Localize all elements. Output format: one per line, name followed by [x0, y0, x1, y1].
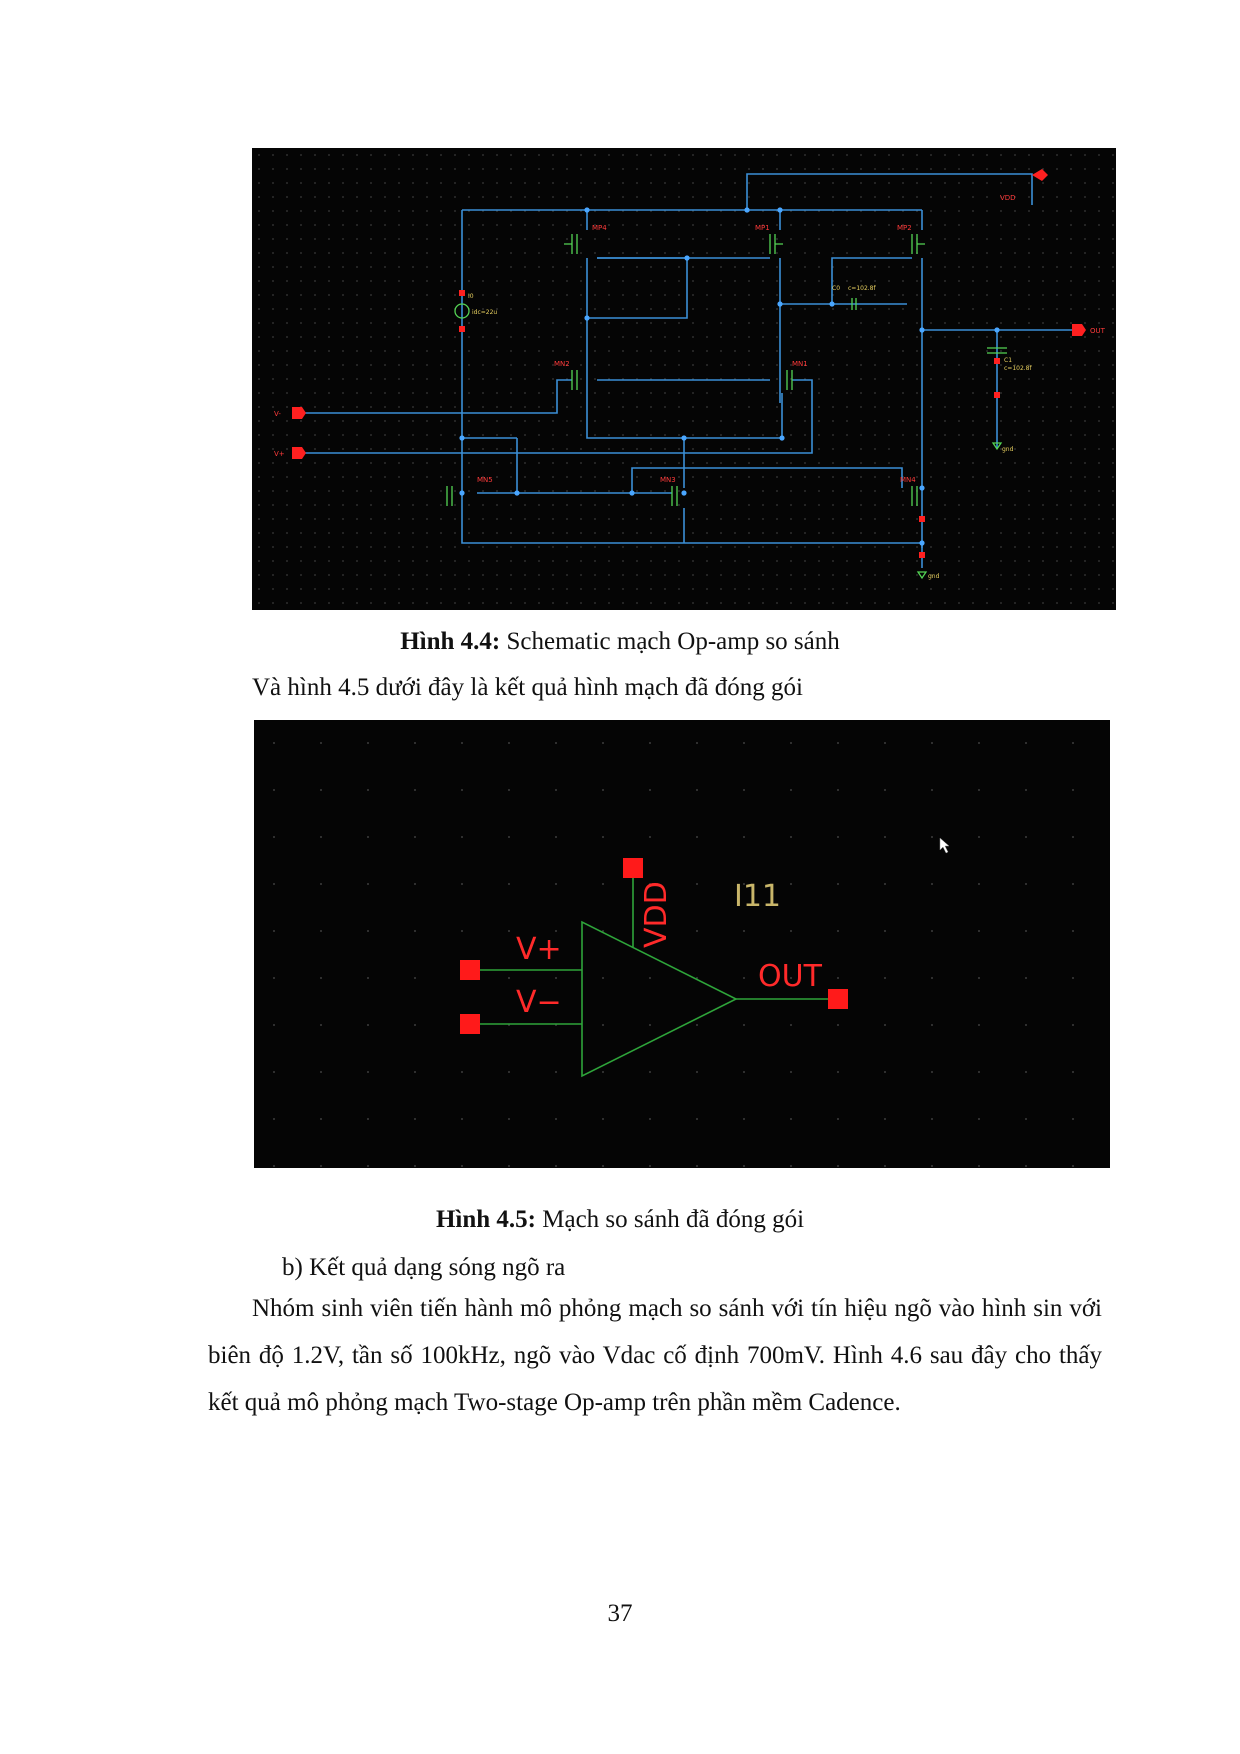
subheading: b) Kết quả dạng sóng ngõ ra: [282, 1254, 566, 1281]
mn1-label: MN1: [792, 360, 808, 368]
vplus-label: V+: [516, 932, 562, 967]
vdd-pin[interactable]: [623, 858, 643, 878]
source-name-label: I0: [468, 293, 474, 300]
figure-4-5-caption: [0, 1205, 1240, 1235]
comp-cap-value-label: c=102.8f: [848, 285, 876, 292]
caption-2-text: Mạch so sánh đã đóng gói: [536, 1206, 805, 1233]
caption-2-prefix: Hình 4.5:: [435, 1206, 536, 1233]
load-cap-name-label: C1: [1004, 357, 1013, 364]
caption-1-prefix: Hình 4.4:: [400, 628, 501, 655]
vdd-pin-label: VDD: [1000, 194, 1016, 202]
page-number: 37: [607, 1600, 633, 1627]
vdd-label: VDD: [639, 881, 674, 948]
instance-label: I11: [734, 879, 782, 914]
mn3-label: MN3: [660, 476, 676, 484]
figure-4-4-caption: [0, 627, 1240, 657]
symbol-figure: [254, 720, 1110, 1168]
mp2-label: MP2: [897, 224, 912, 232]
vminus-label: V−: [516, 985, 562, 1020]
vplus-pin[interactable]: [460, 960, 480, 980]
source-value-label: idc=22u: [472, 309, 498, 316]
out-label: OUT: [758, 959, 822, 994]
gnd-label-2: gnd: [928, 573, 940, 580]
out-pin[interactable]: [828, 989, 848, 1009]
mp4-label: MP4: [592, 224, 607, 232]
vminus-pin-label: V-: [274, 410, 281, 418]
schematic-canvas: [252, 148, 1116, 610]
gnd-label: gnd: [1002, 446, 1014, 453]
mn5-label: MN5: [477, 476, 493, 484]
vminus-pin[interactable]: [460, 1014, 480, 1034]
vplus-pin-label: V+: [274, 450, 285, 458]
mn2-label: MN2: [554, 360, 570, 368]
mn4-label: MN4: [900, 476, 916, 484]
symbol-canvas: [254, 720, 1110, 1168]
intro-line: Và hình 4.5 dưới đây là kết quả hình mạch đã đóng gói: [252, 674, 803, 701]
load-cap-value-label: c=102.8f: [1004, 365, 1032, 372]
body-paragraph: Nhóm sinh viên tiến hành mô phỏng mạch so sánh với tín hiệu ngõ vào hình sin với biên độ 1.2V, tần số 100kHz, ngõ vào Vdac cố định 700mV. Hình 4.6 sau đây cho thấy kết quả mô phỏng mạch Two-stage Op-amp trên phần mềm Cadence.: [208, 1295, 1102, 1416]
mp1-label: MP1: [755, 224, 770, 232]
schematic-figure: [252, 148, 1116, 610]
comp-cap-name-label: C0: [832, 285, 841, 292]
caption-1-text: Schematic mạch Op-amp so sánh: [500, 628, 840, 655]
out-pin-label: OUT: [1090, 327, 1105, 335]
